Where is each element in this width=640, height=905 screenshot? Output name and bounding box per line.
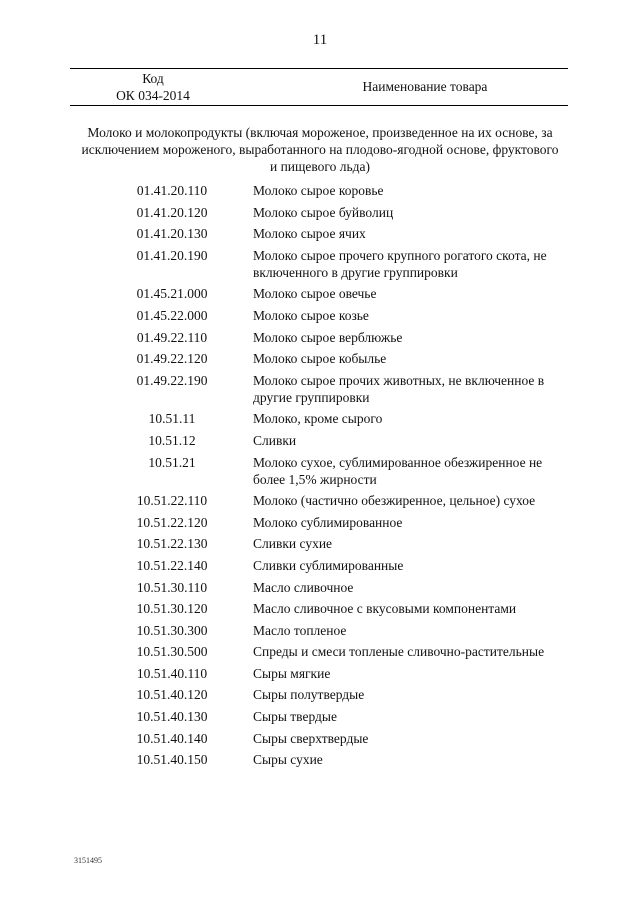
- product-code: 01.41.20.190: [136, 247, 208, 263]
- product-code: 10.51.30.120: [136, 601, 208, 617]
- product-name: Масло сливочное с вкусовыми компонентами: [253, 601, 517, 617]
- product-name: Масло топленое: [253, 622, 347, 638]
- table-row: [0, 307, 640, 329]
- table-row: [0, 454, 640, 493]
- product-code: 10.51.12: [148, 432, 196, 448]
- product-name: Молоко сырое буйволиц: [253, 204, 394, 220]
- product-name: Сыры полутвердые: [253, 687, 365, 703]
- product-code: 10.51.30.300: [136, 622, 208, 638]
- product-code: 01.49.22.120: [136, 351, 208, 367]
- product-name: Сыры сухие: [253, 752, 323, 768]
- table-row: [0, 751, 640, 773]
- table-row: [0, 247, 640, 286]
- product-name: Сыры сверхтвердые: [253, 730, 369, 746]
- product-code: 10.51.30.110: [136, 579, 208, 595]
- table-row: [0, 285, 640, 307]
- product-name: Молоко сырое прочих животных, не включенное в другие группировки: [253, 372, 545, 405]
- table-row: [0, 579, 640, 601]
- product-name: Молоко сырое ячих: [253, 226, 366, 242]
- product-name: Молоко (частично обезжиренное, цельное) сухое: [253, 493, 536, 509]
- product-name: Молоко сырое козье: [253, 307, 369, 323]
- product-name: Молоко сырое кобылье: [253, 351, 387, 367]
- table-row: [0, 432, 640, 454]
- product-code: 10.51.22.140: [136, 557, 208, 573]
- product-name: Молоко сырое верблюжье: [253, 329, 403, 345]
- header-code-label: Код: [142, 71, 164, 86]
- product-name: Масло сливочное: [253, 579, 354, 595]
- header-top-rule: [70, 68, 568, 69]
- header-code-column: [85, 70, 221, 104]
- product-code: 01.49.22.110: [136, 329, 208, 345]
- table-row: [0, 600, 640, 622]
- product-name: Молоко сухое, сублимированное обезжиренное не более 1,5% жирности: [253, 454, 543, 487]
- product-name: Сливки: [253, 432, 297, 448]
- table-row: [0, 622, 640, 644]
- product-code: 10.51.22.110: [136, 493, 208, 509]
- product-name: Молоко сырое прочего крупного рогатого скота, не включенного в другие группировки: [253, 247, 547, 280]
- product-code: 10.51.40.110: [136, 665, 208, 681]
- product-code: 10.51.30.500: [136, 644, 208, 660]
- product-code: 10.51.40.120: [136, 687, 208, 703]
- table-row: [0, 643, 640, 665]
- product-code: 10.51.22.120: [136, 514, 208, 530]
- product-code: 01.41.20.110: [136, 183, 208, 198]
- page-number: 11: [312, 32, 328, 48]
- table-row: [0, 182, 640, 204]
- product-code: 10.51.40.150: [136, 752, 208, 768]
- table-row: [0, 225, 640, 247]
- header-bottom-rule: [70, 105, 568, 106]
- table-row: [0, 329, 640, 351]
- product-name: Молоко сырое коровье: [253, 183, 384, 198]
- product-name: Сливки сухие: [253, 536, 333, 552]
- table-row: [0, 665, 640, 687]
- product-name: Молоко сырое овечье: [253, 286, 377, 302]
- section-title: Молоко и молокопродукты (включая мороженое, произведенное на их основе, за исключением мороженого, выработанного на плодово-ягодной основе, фруктового и пищевого льда): [81, 125, 559, 174]
- table-row: [0, 372, 640, 411]
- table-row: [0, 410, 640, 432]
- table-row: [0, 730, 640, 752]
- header-name-column: Наименование товара: [362, 79, 488, 94]
- product-code: 01.45.22.000: [136, 307, 208, 323]
- product-code: 01.41.20.130: [136, 226, 208, 242]
- product-name: Сыры твердые: [253, 709, 337, 725]
- table-row: [0, 204, 640, 226]
- table-row: [0, 557, 640, 579]
- product-name: Молоко сублимированное: [253, 514, 403, 530]
- product-name: Спреды и смеси топленые сливочно-растительные: [253, 644, 545, 660]
- product-code: 10.51.11: [148, 411, 196, 427]
- table-row: [0, 686, 640, 708]
- table-row: [0, 708, 640, 730]
- product-code: 10.51.21: [148, 454, 196, 470]
- product-code: 01.49.22.190: [136, 372, 208, 388]
- product-code: 10.51.40.130: [136, 709, 208, 725]
- product-name: Сливки сублимированные: [253, 557, 404, 573]
- table-row: [0, 514, 640, 536]
- document-id: 3151495: [74, 856, 102, 865]
- product-table: [0, 182, 640, 773]
- header-classifier-label: ОК 034-2014: [116, 88, 190, 103]
- table-row: [0, 535, 640, 557]
- product-code: 10.51.40.140: [136, 730, 208, 746]
- product-code: 01.41.20.120: [136, 204, 208, 220]
- table-row: [0, 492, 640, 514]
- product-code: 01.45.21.000: [136, 286, 208, 302]
- table-row: [0, 350, 640, 372]
- product-name: Сыры мягкие: [253, 665, 331, 681]
- product-name: Молоко, кроме сырого: [253, 411, 383, 427]
- product-code: 10.51.22.130: [136, 536, 208, 552]
